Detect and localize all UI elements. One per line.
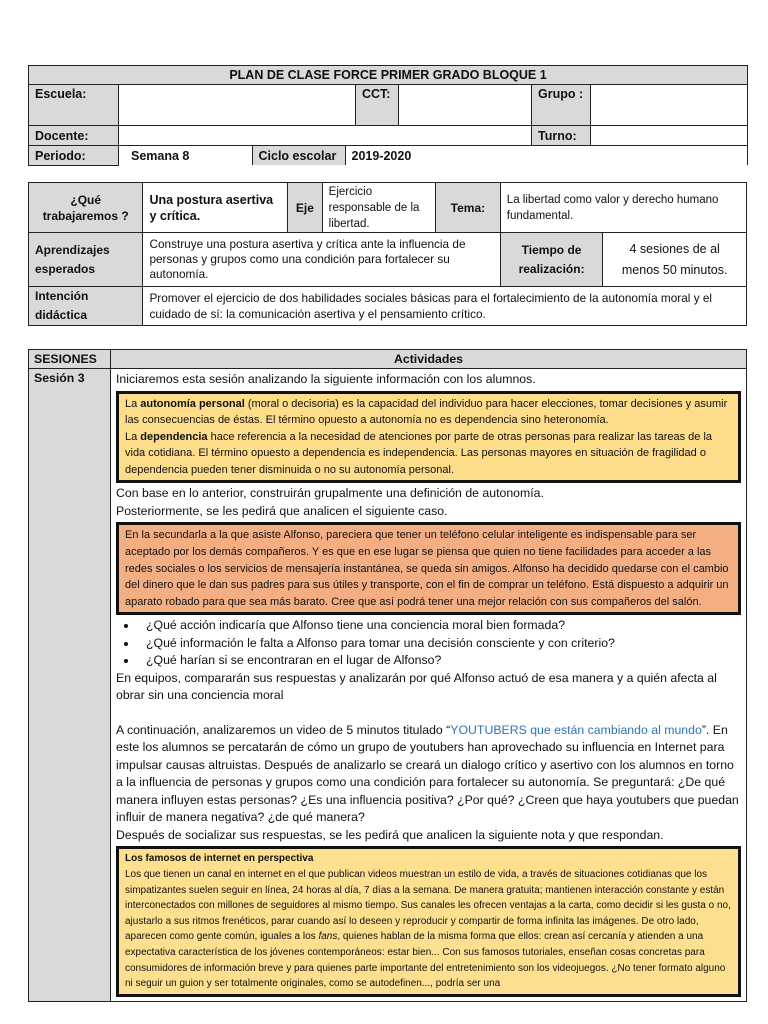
cct-field[interactable] <box>399 85 532 126</box>
tema-value: La libertad como valor y derecho humano fundamental. <box>500 183 746 233</box>
note-body: Los que tienen un canal en internet en el que publican videos muestran un estilo de vida, a través de situaciones cotidianas que los simpatizantes suelen seguir en línea, 24 horas al día, 7 días a la semana. De manera gratuita; mantienen interacción constante y están interconectados con millones de seguidores al mismo tiempo. Sus canales les ofrecen ventajas a la carta, como decidir si les gusta o no, ajustarlo a sus ritmos frenéticos, parar cuando así lo deseen y reproducir y compartir de forma infinita las imágenes. De otro lado, aparecen como gente común, iguales a los fans, quienes hablan de la misma forma que ellos: crean así cercanía y atienden a una expectativa característica de los jóvenes contemporáneos: estar bien... Con sus famosos tutoriales, enseñan cosas concretas para consumidores de información breve y para quienes parte importante del entretenimiento son los videojuegos. ¿No tener formato alguno ni seguir un guion y ser totalmente originales, como se autodefinen..., podría ser una <box>125 869 731 990</box>
actividades-header: Actividades <box>111 350 747 369</box>
turno-field[interactable] <box>591 126 748 146</box>
question-item: • ¿Qué harían si se encontraran en el lugar de Alfonso? <box>138 652 741 670</box>
eje-label: Eje <box>288 183 323 233</box>
turno-label: Turno: <box>532 126 591 146</box>
escuela-label: Escuela: <box>29 85 119 126</box>
plan-title: PLAN DE CLASE FORCE PRIMER GRADO BLOQUE 1 <box>29 66 748 85</box>
socializar-text: Después de socializar sus respuestas, se les pedirá que analicen la siguiente nota y que respondan. <box>116 827 664 842</box>
case-box: En la secundarla a la que asiste Alfonso, pareciera que tener un teléfono celular inteligente es indispensable para ser aceptado por los demás compañeros. Y es que en ese lugar se piensa que quien no tiene facilidades para acceder a las redes sociales o los servicios de mensajería instantánea, se queda sin amigos. Alfonso ha decidido quedarse con el cambio del dinero que le dan sus padres para sus útiles y transporte, con el fin de comprar un teléfono. Está dispuesto a adquirir un aparato robado para que sea más barato. Cree que así podrá tener una mejor relación con sus compañeros del salón. <box>116 522 741 615</box>
video-text: A continuación, analizaremos un video de 5 minutos titulado “YOUTUBERS que están cambiando al mundo”. En este los alumnos se percatarán de cómo un grupo de youtubers han aprovechado su influencia en Internet para impulsar causas altruistas. Después de analizarlo se creará un dialogo crítico y asertivo con los alumnos en torno a la influencia de personas y grupos como una condición para fortalecer su autonomía. Se preguntará: ¿De qué manera influyen estas personas? ¿Es una influencia positiva? ¿Por qué? ¿Creen que haya youtubers que puedan influir de manera negativa? ¿de qué manera? <box>116 722 739 825</box>
tema-label: Tema: <box>436 183 501 233</box>
definition-box <box>116 391 741 484</box>
note-box <box>116 846 741 996</box>
docente-field[interactable] <box>119 126 532 146</box>
caso-text: Posteriormente, se les pedirá que analicen el siguiente caso. <box>116 503 448 518</box>
periodo-label: Periodo: <box>29 146 119 166</box>
que-trabajaremos-label: ¿Qué trabajaremos ? <box>29 183 143 233</box>
definition-autonomia: La autonomía personal (moral o decisoria) es la capacidad del individuo para hacer elecciones, tomar decisiones y asumir las consecuencias de éstas. El término opuesto a autonomía no es dependencia sino heteronomía. <box>125 397 728 427</box>
question-list <box>116 617 741 670</box>
sessions-table <box>28 349 747 1002</box>
docente-label: Docente: <box>29 126 119 146</box>
intro-text: Iniciaremos esta sesión analizando la siguiente información con los alumnos. <box>116 372 536 386</box>
tiempo-label: Tiempo de realización: <box>500 233 603 287</box>
question-item: • ¿Qué acción indicaría que Alfonso tiene una conciencia moral bien formada? <box>138 617 741 635</box>
question-item: • ¿Qué información le falta a Alfonso para tomar una decisión consciente y con criterio? <box>138 635 741 653</box>
note-title: Los famosos de internet en perspectiva <box>125 853 314 865</box>
aprendizajes-value: Construye una postura asertiva y crítica ante la influencia de personas y grupos como una condición para fortalecer su autonomía. <box>143 233 500 287</box>
intencion-label: Intención didáctica <box>29 287 143 326</box>
que-trabajaremos-value: Una postura asertiva y crítica. <box>143 183 288 233</box>
aprendizajes-label: Aprendizajes esperados <box>29 233 143 287</box>
sesiones-header: SESIONES <box>29 350 111 369</box>
grupo-field[interactable] <box>591 85 748 126</box>
ciclo-label: Ciclo escolar <box>252 146 345 165</box>
header-table <box>28 65 748 166</box>
intencion-value: Promover el ejercicio de dos habilidades sociales básicas para el fortalecimiento de la autonomía moral y el cuidado de sí: la comunicación asertiva y el pensamiento crítico. <box>143 287 747 326</box>
video-link[interactable]: YOUTUBERS que están cambiando al mundo <box>450 722 702 737</box>
grupo-label: Grupo : <box>532 85 591 126</box>
base-text: Con base en lo anterior, construirán grupalmente una definición de autonomía. <box>116 486 544 501</box>
definition-dependencia: La dependencia hace referencia a la necesidad de atenciones por parte de otras personas para realizar las tareas de la vida cotidiana. El término opuesto a dependencia es independencia. Las personas mayores en situación de fragilidad o dependencia pueden tener disminuida o no su autonomía personal. <box>125 430 713 476</box>
session-activities <box>111 369 747 1002</box>
info-table <box>28 182 747 326</box>
ciclo-value: 2019-2020 <box>345 146 747 165</box>
equipos-text: En equipos, compararán sus respuestas y analizarán por qué Alfonso actuó de esa manera y a quién afecta al obrar sin una conciencia moral <box>116 670 717 703</box>
escuela-field[interactable] <box>119 85 356 126</box>
tiempo-value: 4 sesiones de al menos 50 minutos. <box>603 233 747 287</box>
cct-label: CCT: <box>356 85 399 126</box>
eje-value: Ejercicio responsable de la libertad. <box>322 183 435 233</box>
periodo-value: Semana 8 <box>119 146 252 165</box>
session-label: Sesión 3 <box>29 369 111 1002</box>
